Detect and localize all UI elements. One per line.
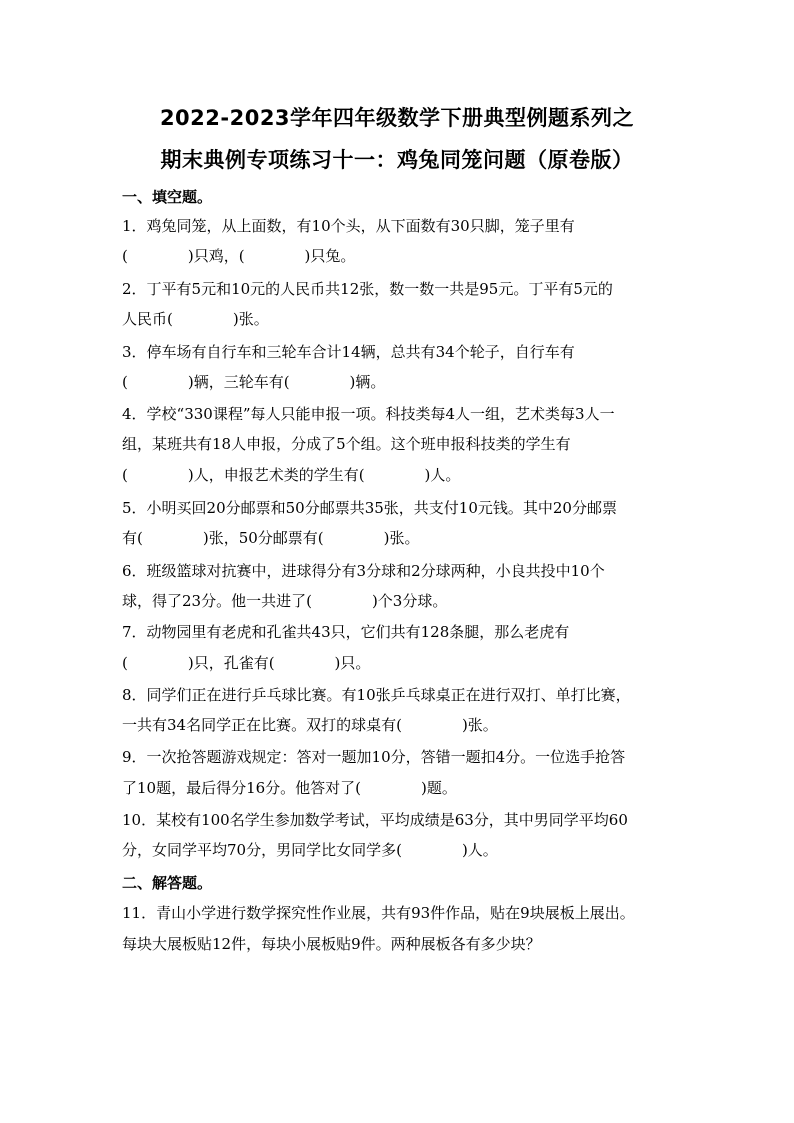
question-7-line-1: 7．动物园里有老虎和孔雀共43只，它们共有128条腿，那么老虎有	[122, 623, 570, 641]
question-10-line-2: 分，女同学平均70分，男同学比女同学多( )人。	[122, 841, 498, 859]
question-6-line-2: 球，得了23分。他一共进了( )个3分球。	[122, 592, 448, 610]
question-3-line-1: 3．停车场有自行车和三轮车合计14辆，总共有34个轮子，自行车有	[122, 343, 575, 361]
question-2-line-1: 2．丁平有5元和10元的人民币共12张，数一数一共是95元。丁平有5元的	[122, 280, 613, 298]
question-1-line-2: ( )只鸡，( )只兔。	[122, 247, 356, 265]
question-1-line-1: 1．鸡兔同笼，从上面数，有10个头，从下面数有30只脚，笼子里有	[122, 217, 575, 235]
section-heading-answer: 二、解答题。	[122, 874, 213, 892]
question-9-line-1: 9．一次抢答题游戏规定：答对一题加10分，答错一题扣4分。一位选手抢答	[122, 748, 626, 766]
question-9-line-2: 了10题，最后得分16分。他答对了( )题。	[122, 779, 457, 797]
question-4-line-2: 组，某班共有18人申报，分成了5个组。这个班申报科技类的学生有	[122, 435, 571, 453]
question-10-line-1: 10．某校有100名学生参加数学考试，平均成绩是63分，其中男同学平均60	[122, 811, 628, 829]
question-6-line-1: 6．班级篮球对抗赛中，进球得分有3分球和2分球两种，小良共投中10个	[122, 562, 605, 580]
question-2-line-2: 人民币( )张。	[122, 310, 269, 328]
question-8-line-2: 一共有34名同学正在比赛。双打的球桌有( )张。	[122, 716, 498, 734]
section-heading-fill-in: 一、填空题。	[122, 188, 213, 206]
question-11-line-1: 11．青山小学进行数学探究性作业展，共有93件作品，贴在9块展板上展出。	[122, 904, 635, 922]
question-4-line-3: ( )人，申报艺术类的学生有( )人。	[122, 466, 461, 484]
question-8-line-1: 8．同学们正在进行乒乓球比赛。有10张乒乓球桌正在进行双打、单打比赛，	[122, 686, 631, 704]
question-7-line-2: ( )只，孔雀有( )只。	[122, 654, 371, 672]
document-title-line-2: 期末典例专项练习十一：鸡兔同笼问题（原卷版）	[160, 148, 634, 172]
question-5-line-1: 5．小明买回20分邮票和50分邮票共35张，共支付10元钱。其中20分邮票	[122, 499, 617, 517]
question-3-line-2: ( )辆，三轮车有( )辆。	[122, 373, 386, 391]
document-title-line-1: 2022-2023学年四年级数学下册典型例题系列之	[159, 106, 635, 130]
question-11-line-2: 每块大展板贴12件，每块小展板贴9件。两种展板各有多少块？	[122, 935, 541, 953]
question-4-line-1: 4．学校“330课程”每人只能申报一项。科技类每4人一组，艺术类每3人一	[122, 405, 615, 423]
question-5-line-2: 有( )张，50分邮票有( )张。	[122, 529, 420, 547]
